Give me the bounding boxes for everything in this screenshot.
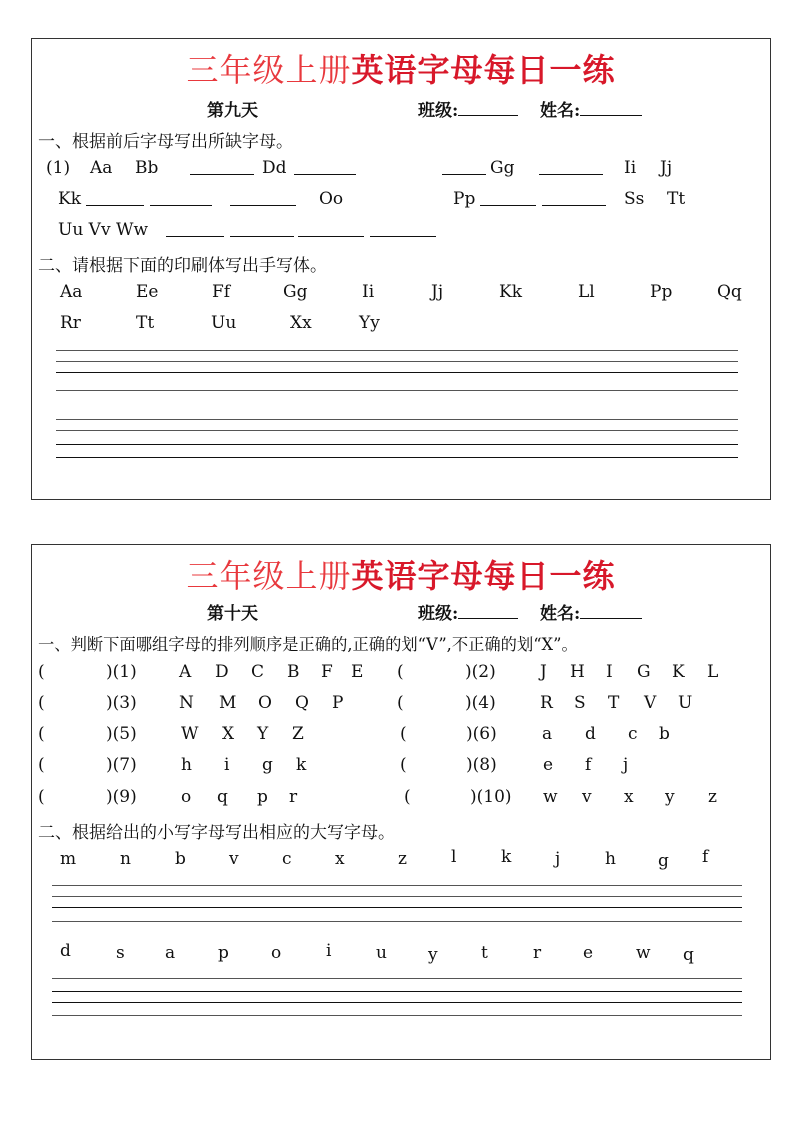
answer-blank[interactable] [480, 190, 536, 206]
lower-letter: k [501, 847, 512, 867]
letter: a [542, 724, 553, 744]
answer-paren[interactable]: ( [38, 755, 45, 775]
print-letter: Gg [283, 282, 308, 302]
letter-pair: Bb [135, 158, 159, 178]
letter: T [608, 693, 620, 713]
print-letter: Uu [211, 313, 237, 333]
lower-letter: v [229, 849, 239, 869]
letter: o [181, 787, 192, 807]
letter: G [637, 662, 651, 682]
name-field: 姓名: [540, 96, 642, 121]
section-2-heading: 二、根据给出的小写字母写出相应的大写字母。 [38, 823, 395, 843]
letter: L [707, 662, 719, 682]
name-blank[interactable] [580, 100, 642, 116]
letter-pair: Gg [490, 158, 515, 178]
lower-letter: y [428, 945, 438, 965]
answer-paren[interactable]: ( [397, 662, 404, 682]
answer-paren[interactable]: ( [38, 724, 45, 744]
letter: M [219, 693, 237, 713]
worksheet-day9 [31, 38, 771, 500]
letter: K [672, 662, 685, 682]
question-number: (1) [46, 158, 71, 178]
lower-letter: n [120, 849, 131, 869]
letter: S [574, 693, 586, 713]
lower-letter: r [533, 943, 542, 963]
letter-pair: Dd [262, 158, 287, 178]
answer-blank[interactable] [542, 190, 606, 206]
letter: A [179, 662, 192, 682]
answer-blank[interactable] [166, 221, 224, 237]
letter: i [224, 755, 230, 775]
answer-blank[interactable] [298, 221, 364, 237]
print-letter: Ll [578, 282, 595, 302]
letter: g [262, 755, 273, 775]
letter: Q [295, 693, 309, 713]
question-number: )(10) [470, 787, 512, 807]
class-field: 班级: [418, 96, 518, 121]
section-1-heading: 一、根据前后字母写出所缺字母。 [38, 132, 293, 152]
lower-letter: u [376, 943, 387, 963]
question-number: )(1) [106, 662, 137, 682]
answer-paren[interactable]: ( [400, 755, 407, 775]
worksheet-title: 三年级上册英语字母每日一练 [186, 51, 616, 89]
answer-blank[interactable] [230, 221, 294, 237]
worksheet-title: 三年级上册英语字母每日一练 [186, 557, 616, 595]
letter: p [257, 787, 268, 807]
letter: V [644, 693, 657, 713]
letter: c [628, 724, 638, 744]
question-number: )(3) [106, 693, 137, 713]
letter: d [585, 724, 596, 744]
answer-blank[interactable] [230, 190, 296, 206]
lower-letter: s [116, 943, 125, 963]
lower-letter: d [60, 941, 71, 961]
print-letter: Pp [650, 282, 673, 302]
letter-pair: Ss [624, 189, 645, 209]
class-blank[interactable] [458, 603, 518, 619]
answer-blank[interactable] [370, 221, 436, 237]
letter-sequence: Uu Vv Ww [58, 220, 148, 240]
letter: D [215, 662, 229, 682]
letter: z [708, 787, 717, 807]
letter: X [222, 724, 235, 744]
letter: r [289, 787, 298, 807]
answer-blank[interactable] [86, 190, 144, 206]
lower-letter: j [555, 849, 561, 869]
letter: w [543, 787, 558, 807]
letter: b [659, 724, 670, 744]
letter: Y [257, 724, 269, 744]
letter: H [570, 662, 585, 682]
question-number: )(8) [466, 755, 497, 775]
letter: O [258, 693, 272, 713]
letter-pair: Ii [624, 158, 637, 178]
print-letter: Rr [60, 313, 81, 333]
day-label: 第十天 [207, 604, 258, 624]
question-number: )(5) [106, 724, 137, 744]
letter: v [582, 787, 592, 807]
print-letter: Ee [136, 282, 159, 302]
lower-letter: e [583, 943, 594, 963]
lower-letter: p [218, 943, 229, 963]
lower-letter: o [271, 943, 282, 963]
answer-blank[interactable] [294, 159, 356, 175]
name-blank[interactable] [580, 603, 642, 619]
lower-letter: c [282, 849, 292, 869]
print-letter: Kk [499, 282, 523, 302]
letter: R [540, 693, 553, 713]
answer-paren[interactable]: ( [38, 693, 45, 713]
letter-pair: Aa [90, 158, 113, 178]
answer-paren[interactable]: ( [404, 787, 411, 807]
class-field: 班级: [418, 599, 518, 624]
answer-paren[interactable]: ( [38, 787, 45, 807]
question-number: )(4) [465, 693, 496, 713]
letter: k [296, 755, 307, 775]
lower-letter: h [605, 849, 616, 869]
section-1-heading: 一、判断下面哪组字母的排列顺序是正确的,正确的划“V”,不正确的划“X”。 [38, 635, 578, 654]
print-letter: Ii [362, 282, 375, 302]
letter: W [181, 724, 199, 744]
question-number: )(6) [466, 724, 497, 744]
letter-pair: Pp [453, 189, 476, 209]
name-field: 姓名: [540, 599, 642, 624]
print-letter: Xx [290, 313, 312, 333]
lower-letter: g [658, 851, 669, 871]
letter: E [351, 662, 364, 682]
lower-letter: z [398, 849, 407, 869]
letter-pair: Jj [660, 158, 673, 178]
letter: J [540, 662, 547, 682]
letter: B [287, 662, 300, 682]
letter: C [251, 662, 265, 682]
question-number: )(7) [106, 755, 137, 775]
letter: j [623, 755, 629, 775]
letter: h [181, 755, 192, 775]
letter: e [543, 755, 554, 775]
letter-pair: Kk [58, 189, 82, 209]
worksheet-day10 [31, 544, 771, 1060]
answer-blank[interactable] [190, 159, 254, 175]
letter-pair: Oo [319, 189, 344, 209]
lower-letter: m [60, 849, 77, 869]
print-letter: Ff [212, 282, 231, 302]
answer-blank[interactable] [150, 190, 212, 206]
lower-letter: t [481, 943, 488, 963]
letter: P [332, 693, 344, 713]
letter: Z [292, 724, 304, 744]
letter: I [606, 662, 613, 682]
section-2-heading: 二、请根据下面的印刷体写出手写体。 [38, 256, 327, 276]
lower-letter: q [683, 945, 694, 965]
letter-pair: Tt [667, 189, 686, 209]
letter: f [585, 755, 592, 775]
letter: x [624, 787, 634, 807]
print-letter: Tt [136, 313, 155, 333]
print-letter: Aa [60, 282, 83, 302]
print-letter: Jj [431, 282, 444, 302]
lower-letter: b [175, 849, 186, 869]
question-number: )(2) [465, 662, 496, 682]
lower-letter: w [636, 943, 651, 963]
lower-letter: a [165, 943, 176, 963]
letter: N [179, 693, 194, 713]
lower-letter: l [451, 847, 457, 867]
class-blank[interactable] [458, 100, 518, 116]
answer-paren[interactable]: ( [397, 693, 404, 713]
question-number: )(9) [106, 787, 137, 807]
print-letter: Qq [717, 282, 742, 302]
lower-letter: i [326, 941, 332, 961]
answer-blank[interactable] [539, 159, 603, 175]
letter: F [321, 662, 333, 682]
answer-paren[interactable]: ( [38, 662, 45, 682]
answer-blank[interactable] [442, 159, 486, 175]
day-label: 第九天 [207, 101, 258, 121]
answer-paren[interactable]: ( [400, 724, 407, 744]
lower-letter: x [335, 849, 345, 869]
letter: q [217, 787, 228, 807]
letter: U [678, 693, 693, 713]
print-letter: Yy [359, 313, 380, 333]
letter: y [665, 787, 675, 807]
lower-letter: f [702, 847, 709, 867]
